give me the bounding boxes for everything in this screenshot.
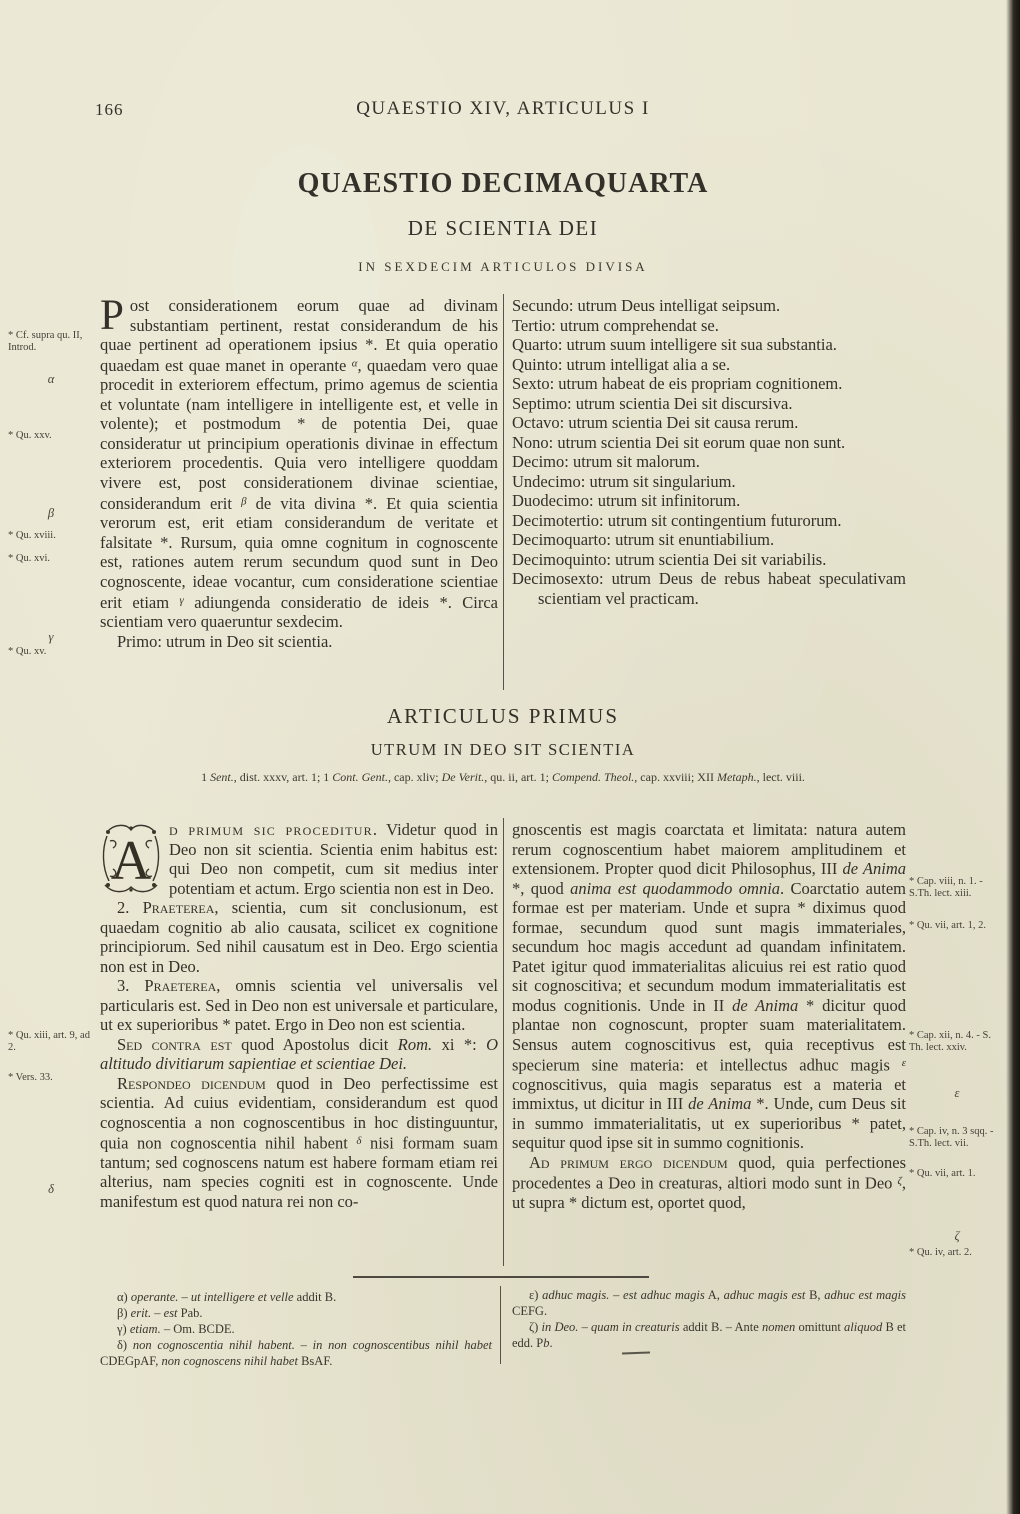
margin-note-greek: ε — [954, 1086, 960, 1100]
margin-note: * Qu. xiii, art. 9, ad 2. — [8, 1030, 90, 1053]
margin-note: * Cap. viii, n. 1. - S.Th. lect. xiii. — [909, 876, 983, 899]
question-title: QUAESTIO DECIMAQUARTA — [297, 168, 709, 199]
body-paragraph: gnoscentis est magis coarctata et limitata: natura autem rerum cognoscentium habet maiorem amplitudinem et extensionem. Propter quod dicit Philosophus, III de Anima *, quod anima est quodammodo omnia. Coarctatio autem formae est per materiam. Unde et supra * diximus quod formae, secundum quod sunt magis immateriales, secundum hoc magis accedunt ad quandam infinitatem. Patet igitur quod immaterialitas alicuius rei est ratio quod sit cognoscitiva; et secundum modum immaterialitatis est modus cognitionis. Unde in II de Anima * dicitur quod plantae non cognoscunt, propter suam materialitatem. Sensus autem cognoscitivus est, quia receptivus est specierum sine materia: et intellectus adhuc magis $^\varepsilon$ cognoscitivus, quia magis separatus est a materia et immixtus, ut dicitur in III de Anima *. Unde, cum Deus sit in summo immaterialitatis, ut ex superioribus * patet, sequitur quod ipse sit in summo cognitionis. — [512, 820, 907, 1153]
text-runs: ost considerationem eorum quae ad divinam substantiam pertinent, restat considerandum de his quae pertinent ad operationem ipsius *. Et quia operatio quaedam est quae manet in operante $^\alpha$, quaedam vero quae procedit in exteriorem effectum, primo agemus de scientia et voluntate (nam intelligere in intelligente est, et velle in volente); et postmodum * de potentia Dei, quae consideratur ut principium operationis divinae in effectum exteriorem procedentis. Quia vero intelligere quoddam vivere est, post considerationem divinae scientiae, considerandum erit $^\beta$ de vita divina *. Et quia scientia verorum est, erit etiam considerandum de veritate et falsitate *. Rursum, quia omne cognitum in cognoscente est, rationes autem rerum secundum quod sunt in Deo cognoscente, ideae vocantur, cum consideratione scientiae erit etiam $^\gamma$ adiungenda consideratio de ideis *. Circa scientiam vero quaeruntur sexdecim. — [100, 296, 498, 632]
footnote-item: γ) etiam. – Om. BCDE. — [117, 1322, 235, 1336]
margin-note: * Qu. vii, art. 1, 2. — [909, 920, 986, 931]
footnote-column-divider — [500, 1286, 501, 1364]
question-item: Decimotertio: utrum sit contingentium futurorum. — [512, 510, 842, 530]
margin-note: * Qu. xv. — [8, 646, 47, 657]
question-item: Nono: utrum scientia Dei sit eorum quae non sunt. — [512, 432, 846, 452]
article-subheading: UTRUM IN DEO SIT SCIENTIA — [370, 740, 636, 759]
body-paragraph — [100, 820, 498, 898]
margin-note-greek: α — [47, 372, 55, 386]
text-runs: d primum sic proceditur. Videtur quod in Deo non sit scientia. Scientia enim habitus est: qui Deo non competit, cum sit medius inter potentiam et actum. Ergo scientia non est in Deo. — [169, 820, 498, 898]
question-item: Sexto: utrum habeat de eis propriam cognitionem. — [512, 374, 843, 393]
footnote-item: δ) non cognoscentia nihil habent. – in non cognoscentibus nihil habet CDEGpAF, non cognoscens nihil habet BsAF. — [100, 1338, 492, 1368]
margin-note: * Qu. xviii. — [8, 530, 56, 541]
question-item: Decimosexto: utrum Deus de rebus habeat speculativam scientiam vel practicam. — [512, 569, 906, 608]
margin-note: * Vers. 33. — [8, 1072, 53, 1083]
margin-note: * Cf. supra qu. II, Introd. — [8, 330, 83, 353]
article-heading: ARTICULUS PRIMUS — [386, 704, 620, 728]
intro-column-divider — [503, 294, 504, 690]
footnotes-right-column — [512, 1287, 906, 1351]
margin-note: * Qu. xvi. — [8, 553, 50, 564]
question-item: Duodecimo: utrum sit infinitorum. — [512, 491, 741, 510]
question-item: Octavo: utrum scientia Dei sit causa rerum. — [512, 413, 799, 432]
footnote-item: ζ) in Deo. – quam in creaturis addit B. – Ante nomen omittunt aliquod B et edd. Pb. — [512, 1320, 907, 1350]
footnotes-left-column — [100, 1289, 492, 1369]
margin-note-greek: β — [47, 506, 55, 520]
question-item: Decimoquinto: utrum scientia Dei sit variabilis. — [512, 549, 827, 569]
question-item: Septimo: utrum scientia Dei sit discursiva. — [512, 393, 793, 413]
margin-note-greek: δ — [48, 1182, 54, 1196]
intro-questions-column — [512, 296, 906, 608]
body-paragraph: 3. Praeterea, omnis scientia vel universalis vel particularis est. Sed in Deo non est universale et particulare, ut ex superioribus * patet. Ergo in Deo non est scientia. — [100, 976, 499, 1034]
question-item: Tertio: utrum comprehendat se. — [512, 315, 719, 335]
intro-left-column — [100, 292, 498, 651]
running-head: QUAESTIO XIV, ARTICULUS I — [356, 98, 650, 119]
margin-note: * Qu. iv, art. 2. — [909, 1247, 972, 1258]
body-column-divider — [503, 818, 504, 1266]
intro-primo-line: Primo: utrum in Deo sit scientia. — [117, 631, 333, 651]
question-item: Decimoquarto: utrum sit enuntiabilium. — [512, 530, 775, 549]
margin-note: * Cap. iv, n. 3 sqq. - S.Th. lect. vii. — [909, 1126, 994, 1149]
question-item: Secundo: utrum Deus intelligat seipsum. — [512, 296, 781, 315]
end-dash — [622, 1352, 650, 1355]
footnote-item: α) operante. – ut intelligere et velle addit B. — [117, 1290, 337, 1304]
body-paragraph: Sed contra est quod Apostolus dicit Rom. xi *: O altitudo divitiarum sapientiae et scientiae Dei. — [100, 1034, 499, 1073]
margin-note: * Qu. xxv. — [8, 430, 52, 441]
footnote-separator-rule — [353, 1276, 649, 1278]
body-paragraph: Respondeo dicendum quod in Deo perfectissime est scientia. Ad cuius evidentiam, considerandum est quod cognoscentia a non cognoscentibus in hoc distinguuntur, quia non cognoscentia nihil habent $^\delta$ nisi formam suam tantum; sed cognoscens natum est habere formam etiam rei alterius, nam species cogniti est in cognoscente. Unde manifestum est quod natura rei non co- — [100, 1073, 499, 1211]
body-paragraph: Ad primum ergo dicendum quod, quia perfectiones procedentes a Deo in creaturas, altiori modo sunt in Deo $^\zeta$, ut supra * dictum est, oportet quod, — [512, 1152, 906, 1213]
body-paragraph: 2. Praeterea, scientia, cum sit conclusionum, est quaedam cognitio ab alio causata, scilicet ex cognitione principiorum. Sed nihil causatum est in Deo. Ergo scientia non est in Deo. — [100, 898, 498, 976]
intro-paragraph — [100, 292, 498, 632]
question-subtitle: DE SCIENTIA DEI — [407, 216, 599, 240]
division-line: IN SEXDECIM ARTICULOS DIVISA — [358, 259, 648, 274]
references-line: 1 Sent., dist. xxxv, art. 1; 1 Cont. Gent., cap. xliv; De Verit., qu. ii, art. 1; Compend. Theol., cap. xxviii; XII Metaph., lect. viii. — [201, 770, 805, 784]
footnote-item: ε) adhuc magis. – est adhuc magis A, adhuc magis est B, adhuc est magis CEFG. — [512, 1288, 906, 1318]
question-item: Quarto: utrum suum intelligere sit sua substantia. — [512, 335, 837, 354]
margin-note-greek: γ — [48, 630, 54, 644]
footnote-item: β) erit. – est Pab. — [117, 1306, 203, 1320]
drop-cap-A: A — [110, 830, 152, 892]
body-left-column — [100, 820, 498, 1211]
question-item: Decimo: utrum sit malorum. — [512, 452, 700, 471]
margin-note-greek: ζ — [954, 1229, 960, 1243]
ornamental-initial-A-icon — [100, 821, 162, 897]
page-number: 166 — [95, 100, 124, 119]
question-item: Undecimo: utrum sit singularium. — [512, 471, 736, 491]
body-right-column — [512, 820, 906, 1213]
question-item: Quinto: utrum intelligat alia a se. — [512, 354, 731, 374]
drop-cap-P: P — [100, 292, 124, 339]
margin-note: * Qu. vii, art. 1. — [909, 1168, 976, 1179]
margin-note: * Cap. xii, n. 4. - S. Th. lect. xxiv. — [909, 1030, 991, 1053]
scan-edge-shadow — [1006, 0, 1020, 1514]
